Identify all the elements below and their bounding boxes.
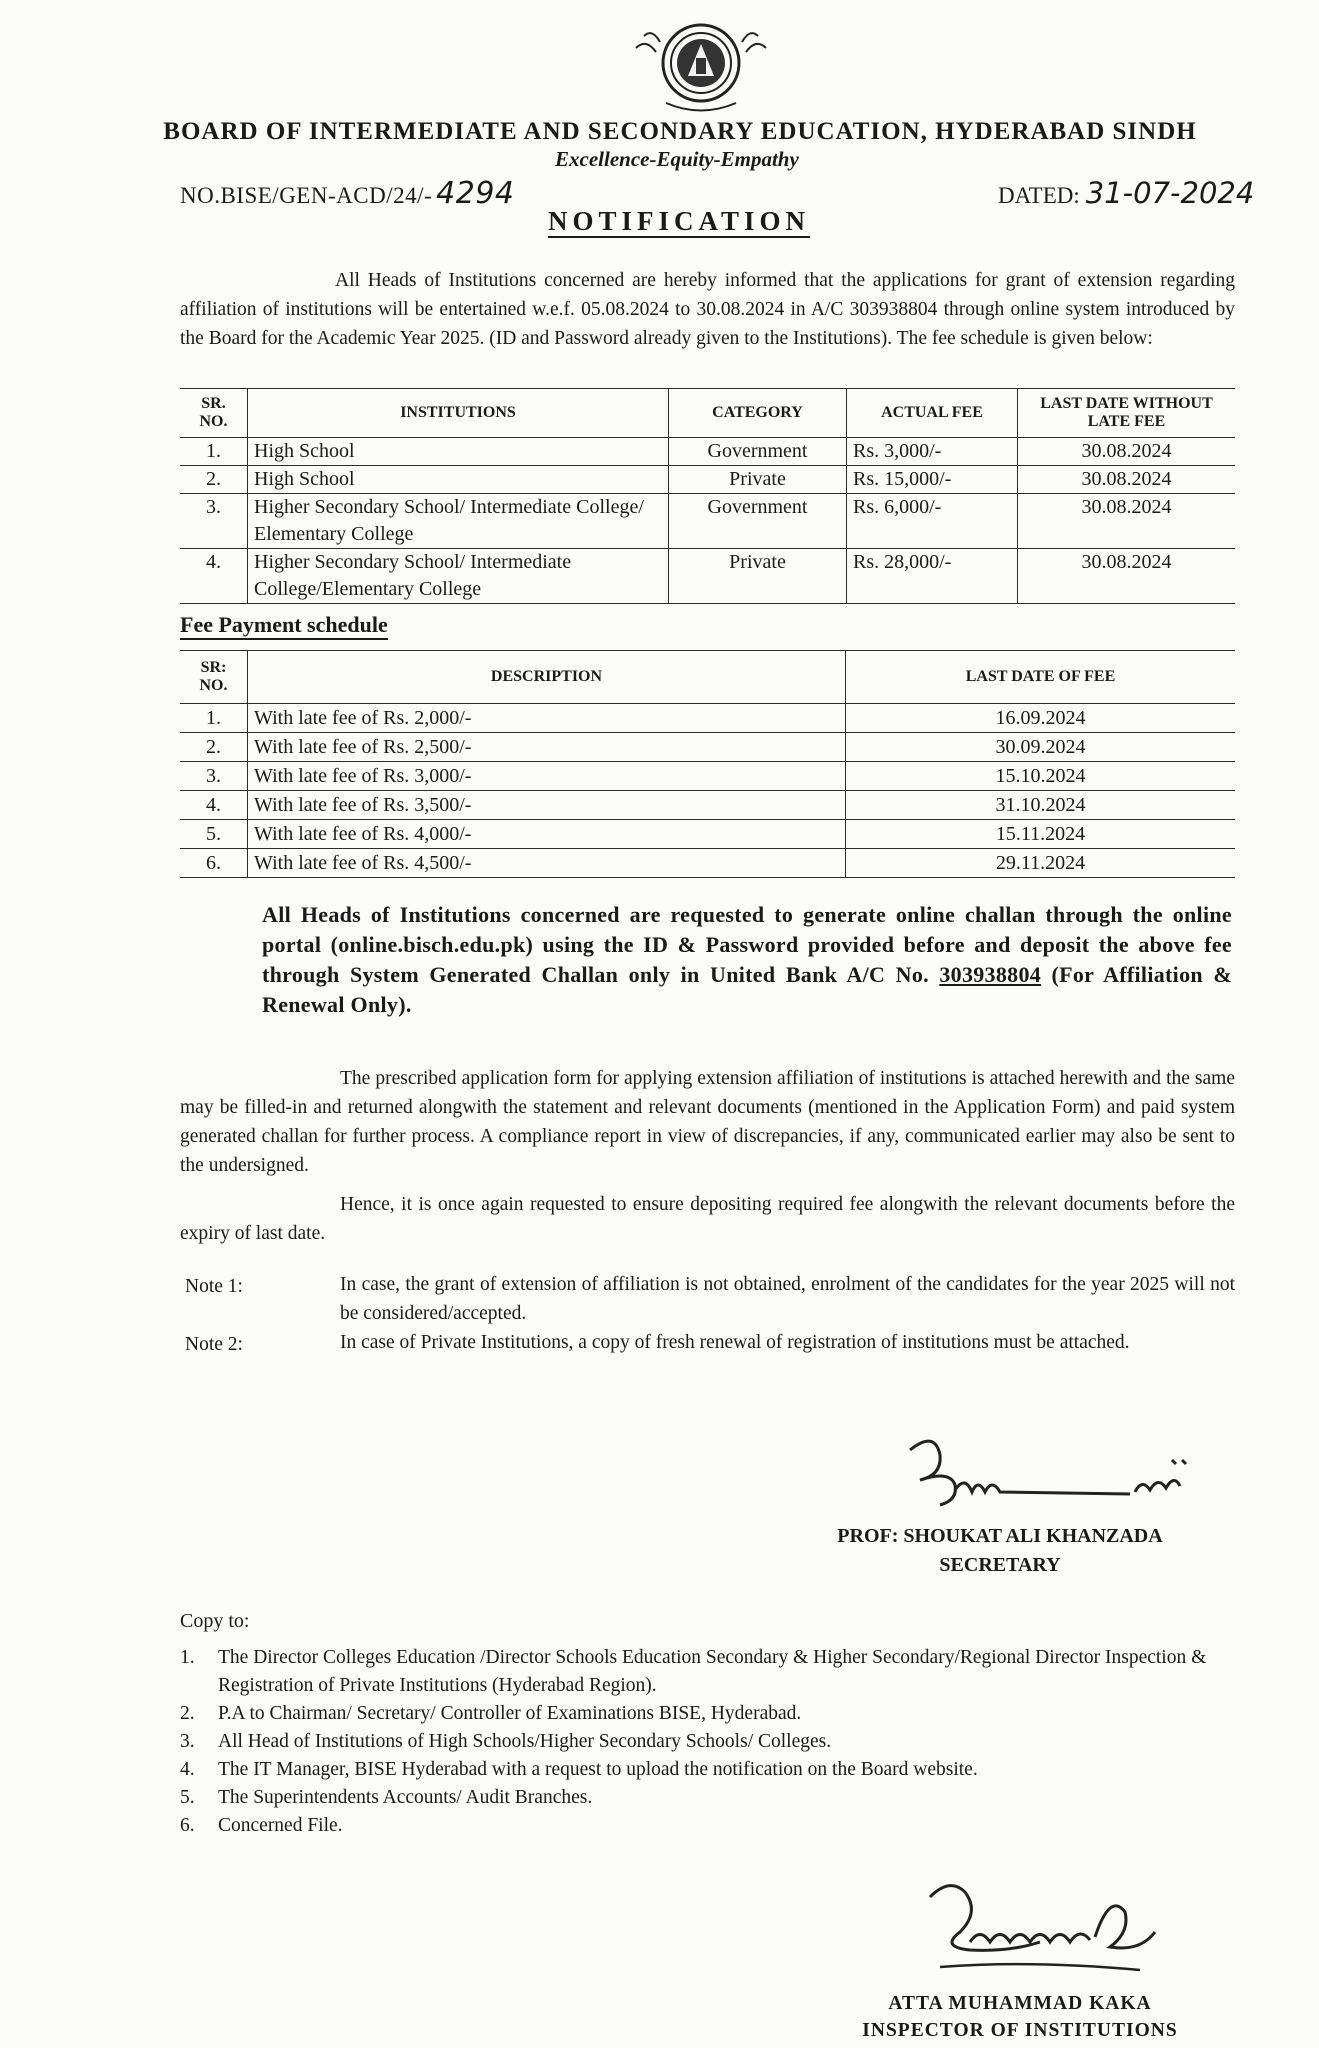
- row-date: 30.08.2024: [1018, 549, 1236, 604]
- table-row: [180, 704, 1235, 733]
- row-date: 29.11.2024: [846, 849, 1236, 878]
- row-date: 15.10.2024: [846, 762, 1236, 791]
- list-item-number: 3.: [180, 1731, 195, 1752]
- list-item-number: 1.: [180, 1647, 195, 1668]
- row-fee: Rs. 6,000/-: [847, 494, 1018, 549]
- row-institution: High School: [248, 466, 669, 494]
- list-item-number: 5.: [180, 1787, 195, 1808]
- inspector-name: ATTA MUHAMMAD KAKA: [888, 1993, 1152, 2014]
- row-institution: Higher Secondary School/ Intermediate College/ Elementary College: [248, 494, 669, 549]
- copy-to-title: Copy to:: [180, 1610, 250, 1632]
- reference-prefix: NO.BISE/GEN-ACD/24/-: [180, 183, 433, 208]
- list-item-text: P.A to Chairman/ Secretary/ Controller of Examinations BISE, Hyderabad.: [218, 1703, 802, 1724]
- secretary-signature-icon: [880, 1430, 1230, 1520]
- date-line: [998, 176, 1254, 210]
- row-description: With late fee of Rs. 4,500/-: [248, 849, 846, 878]
- row-fee: Rs. 15,000/-: [847, 466, 1018, 494]
- secretary-name: PROF: SHOUKAT ALI KHANZADA: [837, 1525, 1163, 1547]
- secretary-signature-block: [750, 1522, 1250, 1580]
- institutions-fee-table: [180, 388, 1235, 604]
- row-description: With late fee of Rs. 2,000/-: [248, 704, 846, 733]
- row-category: Government: [669, 494, 847, 549]
- secretary-designation: SECRETARY: [939, 1554, 1061, 1576]
- list-item-text: The Superintendents Accounts/ Audit Branches.: [218, 1787, 593, 1808]
- table-row: [180, 762, 1235, 791]
- row-date: 30.09.2024: [846, 733, 1236, 762]
- list-item-number: 2.: [180, 1703, 195, 1724]
- date-label: DATED:: [998, 183, 1080, 208]
- table-row: [180, 494, 1235, 549]
- row-fee: Rs. 3,000/-: [847, 438, 1018, 466]
- list-item: [180, 1700, 1240, 1728]
- payment-instructions-tail: (For Affiliation & Renewal Only).: [262, 962, 1232, 1017]
- row-institution: High School: [248, 438, 669, 466]
- notification-title: NOTIFICATION: [548, 206, 811, 236]
- list-item-number: 6.: [180, 1815, 195, 1836]
- table-row: [180, 549, 1235, 604]
- row-category: Private: [669, 466, 847, 494]
- application-form-paragraph: The prescribed application form for applying extension affiliation of institutions is attached herewith and the same may be filled-in and returned alongwith the statement and relevant documents (mentioned in the Application Form) and paid system generated challan for further process. A compliance report in view of discrepancies, if any, communicated earlier may also be sent to the undersigned.: [180, 1068, 1235, 1176]
- row-sr: 2.: [180, 733, 248, 762]
- fee-payment-schedule-table: [180, 650, 1235, 878]
- row-description: With late fee of Rs. 4,000/-: [248, 820, 846, 849]
- note-1-label: Note 1:: [185, 1276, 243, 1297]
- header-institutions: INSTITUTIONS: [248, 389, 669, 438]
- row-sr: 4.: [180, 791, 248, 820]
- row-institution: Higher Secondary School/ Intermediate College/Elementary College: [248, 549, 669, 604]
- table-row: [180, 849, 1235, 878]
- table-header-row: [180, 651, 1235, 704]
- row-sr: 2.: [180, 466, 248, 494]
- row-sr: 1.: [180, 438, 248, 466]
- list-item-number: 4.: [180, 1759, 195, 1780]
- table-row: [180, 820, 1235, 849]
- payment-instructions-paragraph: [262, 900, 1232, 1020]
- list-item-text: All Head of Institutions of High Schools/Higher Secondary Schools/ Colleges.: [218, 1731, 832, 1752]
- table-row: [180, 791, 1235, 820]
- row-date: 31.10.2024: [846, 791, 1236, 820]
- header-category: CATEGORY: [669, 389, 847, 438]
- row-category: Private: [669, 549, 847, 604]
- inspector-signature-icon: [910, 1872, 1180, 1987]
- row-date: 30.08.2024: [1018, 466, 1236, 494]
- table-row: [180, 466, 1235, 494]
- header-last-date-of-fee: LAST DATE OF FEE: [846, 651, 1236, 704]
- list-item-text: The IT Manager, BISE Hyderabad with a request to upload the notification on the Board website.: [218, 1759, 978, 1780]
- reference-number: [180, 176, 515, 211]
- header-description: DESCRIPTION: [248, 651, 846, 704]
- table-row: [180, 438, 1235, 466]
- row-sr: 6.: [180, 849, 248, 878]
- inspector-designation: INSPECTOR OF INSTITUTIONS: [862, 2020, 1178, 2041]
- row-description: With late fee of Rs. 2,500/-: [248, 733, 846, 762]
- fee-schedule-title: Fee Payment schedule: [180, 612, 388, 640]
- reminder-paragraph: Hence, it is once again requested to ensure depositing required fee alongwith the relevant documents before the expiry of last date.: [180, 1194, 1235, 1244]
- row-date: 15.11.2024: [846, 820, 1236, 849]
- row-date: 30.08.2024: [1018, 438, 1236, 466]
- row-fee: Rs. 28,000/-: [847, 549, 1018, 604]
- row-description: With late fee of Rs. 3,000/-: [248, 762, 846, 791]
- intro-paragraph: All Heads of Institutions concerned are hereby informed that the applications for grant of extension regarding affiliation of institutions will be entertained w.e.f. 05.08.2024 to 30.08.2024 in A/C 303938804 through online system introduced by the Board for the Academic Year 2025. (ID and Password already given to the Institutions). The fee schedule is given below:: [180, 270, 1235, 349]
- list-item-text: The Director Colleges Education /Director Schools Education Secondary & Higher Secondary/Regional Director Inspection & Registration of Private Institutions (Hyderabad Region).: [218, 1647, 1207, 1696]
- payment-instructions-text: All Heads of Institutions concerned are requested to generate online challan through the online portal (online.bisch.edu.pk) using the ID & Password provided before and deposit the above fee through System Generated Challan only in United Bank A/C No.: [262, 902, 1232, 987]
- header-last-date: LAST DATE WITHOUT LATE FEE: [1018, 389, 1236, 438]
- row-sr: 4.: [180, 549, 248, 604]
- row-sr: 5.: [180, 820, 248, 849]
- note-1-text: In case, the grant of extension of affiliation is not obtained, enrolment of the candidates for the year 2025 will not be considered/accepted.: [340, 1274, 1235, 1324]
- table-header-row: [180, 389, 1235, 438]
- row-date: 30.08.2024: [1018, 494, 1236, 549]
- row-category: Government: [669, 438, 847, 466]
- row-date: 16.09.2024: [846, 704, 1236, 733]
- list-item: [180, 1784, 1240, 1812]
- row-sr: 1.: [180, 704, 248, 733]
- board-seal-logo-icon: [626, 18, 776, 123]
- list-item: [180, 1812, 1240, 1840]
- row-sr: 3.: [180, 762, 248, 791]
- copy-to-list: [180, 1644, 1240, 1840]
- note-2-text: In case of Private Institutions, a copy of fresh renewal of registration of institutions must be attached.: [340, 1332, 1130, 1353]
- board-motto: Excellence-Equity-Empathy: [555, 147, 799, 171]
- date-handwritten: 31-07-2024: [1085, 176, 1255, 210]
- board-title: BOARD OF INTERMEDIATE AND SECONDARY EDUCATION, HYDERABAD SINDH: [163, 118, 1197, 145]
- bank-account-number: 303938804: [939, 962, 1042, 987]
- list-item: [180, 1728, 1240, 1756]
- header-sr-no: SR. NO.: [180, 389, 248, 438]
- header-actual-fee: ACTUAL FEE: [847, 389, 1018, 438]
- note-2-label: Note 2:: [185, 1334, 243, 1355]
- list-item: [180, 1644, 1240, 1700]
- row-sr: 3.: [180, 494, 248, 549]
- reference-number-handwritten: 4294: [436, 176, 515, 211]
- list-item-text: Concerned File.: [218, 1815, 343, 1836]
- row-description: With late fee of Rs. 3,500/-: [248, 791, 846, 820]
- list-item: [180, 1756, 1240, 1784]
- header-sr-no: SR: NO.: [180, 651, 248, 704]
- table-row: [180, 733, 1235, 762]
- inspector-signature-block: [790, 1990, 1250, 2044]
